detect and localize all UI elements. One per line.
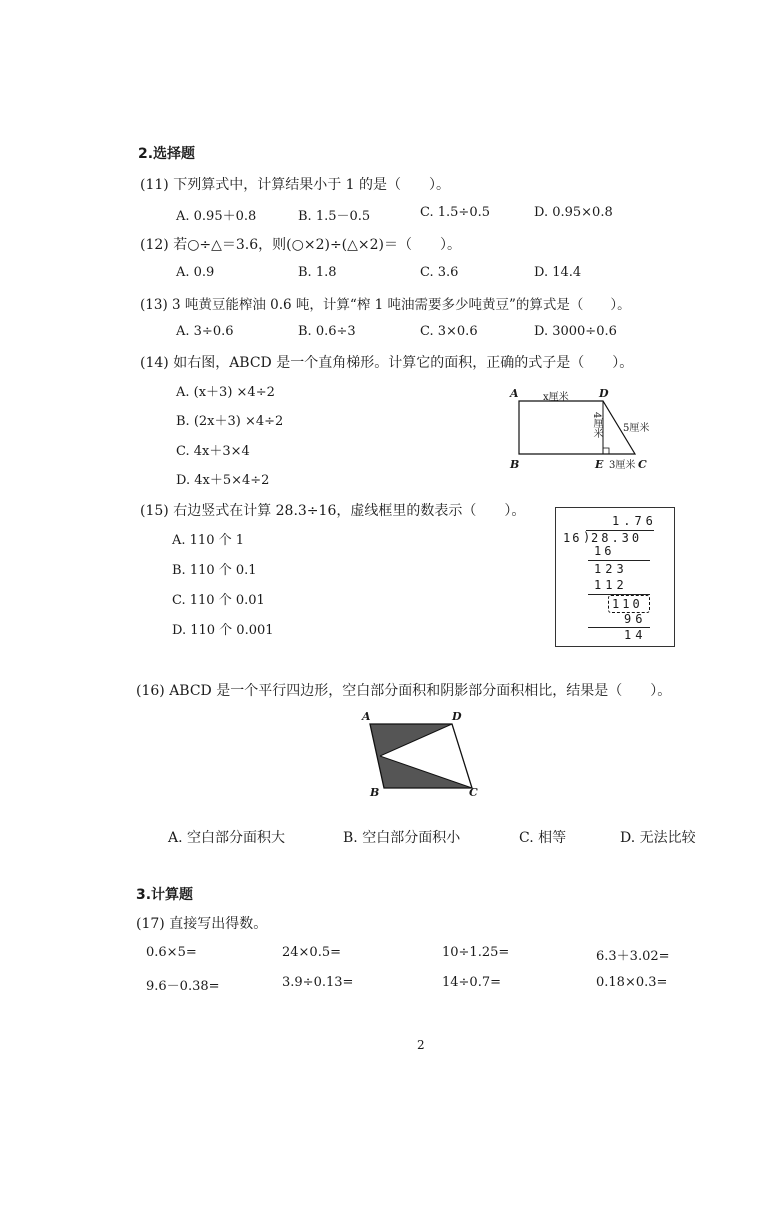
q15-option-a: A. 110 个 1 — [172, 533, 245, 548]
q14-option-d: D. 4x＋5×4÷2 — [176, 473, 270, 488]
question-14-stem: (14) 如右图，ABCD 是一个直角梯形。计算它的面积，正确的式子是（ ）。 — [140, 355, 634, 371]
calc-item-4: 6.3＋3.02= — [596, 949, 670, 964]
trapezoid-slant-length: 5厘米 — [623, 423, 650, 434]
q13-option-c: C. 3×0.6 — [420, 324, 478, 339]
q12-option-b: B. 1.8 — [298, 265, 337, 280]
question-12-stem: (12) 若○÷△＝3.6，则(○×2)÷(△×2)＝（ ）。 — [140, 237, 462, 253]
division-bracket: ) — [583, 530, 591, 544]
trapezoid-height: 4厘米 — [591, 412, 602, 439]
division-divisor: 16 — [563, 531, 582, 545]
q11-option-c: C. 1.5÷0.5 — [420, 205, 490, 220]
parallelogram-label-a: A — [362, 710, 371, 723]
parallelogram-figure — [360, 708, 485, 803]
question-17-stem: (17) 直接写出得数。 — [136, 916, 268, 932]
trapezoid-label-a: A — [510, 387, 519, 400]
division-row-2: 123 — [594, 562, 628, 576]
division-row-4: 110 — [612, 597, 643, 611]
question-13-stem: (13) 3 吨黄豆能榨油 0.6 吨，计算“榨 1 吨油需要多少吨黄豆”的算式是（ ）。 — [140, 297, 631, 313]
section-title-calc: 3.计算题 — [136, 887, 194, 903]
question-15-stem: (15) 右边竖式在计算 28.3÷16，虚线框里的数表示（ ）。 — [140, 503, 526, 519]
trapezoid-bottom-length: 3厘米 — [609, 460, 636, 471]
q16-option-d: D. 无法比较 — [620, 830, 696, 846]
q15-option-b: B. 110 个 0.1 — [172, 563, 257, 578]
division-row-5: 96 — [624, 612, 647, 626]
trapezoid-top-length: x厘米 — [543, 392, 569, 403]
q14-option-b: B. (2x＋3) ×4÷2 — [176, 414, 284, 429]
trapezoid-label-d: D — [599, 387, 609, 400]
q14-option-a: A. (x＋3) ×4÷2 — [176, 385, 275, 400]
q14-option-c: C. 4x＋3×4 — [176, 444, 250, 459]
long-division-box — [555, 507, 675, 647]
q16-option-b: B. 空白部分面积小 — [343, 830, 461, 846]
trapezoid-label-e: E — [595, 458, 604, 471]
q11-option-a: A. 0.95＋0.8 — [176, 209, 257, 224]
calc-item-3: 10÷1.25= — [442, 945, 510, 960]
calc-item-2: 24×0.5= — [282, 945, 342, 960]
calc-item-1: 0.6×5= — [146, 945, 197, 960]
question-11-stem: (11) 下列算式中，计算结果小于 1 的是（ ）。 — [140, 177, 450, 193]
q12-option-d: D. 14.4 — [534, 265, 582, 280]
page-number: 2 — [417, 1038, 425, 1052]
right-trapezoid-figure — [505, 382, 665, 472]
parallelogram-label-c: C — [469, 786, 478, 799]
trapezoid-label-c: C — [638, 458, 647, 471]
q12-option-c: C. 3.6 — [420, 265, 459, 280]
division-dividend: 28.30 — [591, 531, 643, 545]
parallelogram-label-d: D — [452, 710, 462, 723]
division-row-6: 14 — [624, 628, 647, 642]
q13-option-d: D. 3000÷0.6 — [534, 324, 617, 339]
q13-option-b: B. 0.6÷3 — [298, 324, 356, 339]
q16-option-c: C. 相等 — [519, 830, 567, 846]
parallelogram-label-b: B — [370, 786, 380, 799]
section-title-choice: 2.选择题 — [138, 146, 196, 162]
calc-item-5: 9.6－0.38= — [146, 979, 220, 994]
division-row-1: 16 — [594, 544, 615, 558]
trapezoid-label-b: B — [510, 458, 520, 471]
q13-option-a: A. 3÷0.6 — [176, 324, 234, 339]
q11-option-b: B. 1.5－0.5 — [298, 209, 371, 224]
question-16-stem: (16) ABCD 是一个平行四边形，空白部分面积和阴影部分面积相比，结果是（ ）。 — [136, 683, 672, 699]
q16-option-a: A. 空白部分面积大 — [168, 830, 286, 846]
q12-option-a: A. 0.9 — [176, 265, 215, 280]
q15-option-d: D. 110 个 0.001 — [172, 623, 274, 638]
calc-item-6: 3.9÷0.13= — [282, 975, 354, 990]
calc-item-7: 14÷0.7= — [442, 975, 502, 990]
q11-option-d: D. 0.95×0.8 — [534, 205, 613, 220]
calc-item-8: 0.18×0.3= — [596, 975, 668, 990]
division-row-3: 112 — [594, 578, 628, 592]
division-quotient: 1.76 — [612, 514, 657, 528]
q15-option-c: C. 110 个 0.01 — [172, 593, 265, 608]
division-line-1 — [588, 560, 650, 561]
